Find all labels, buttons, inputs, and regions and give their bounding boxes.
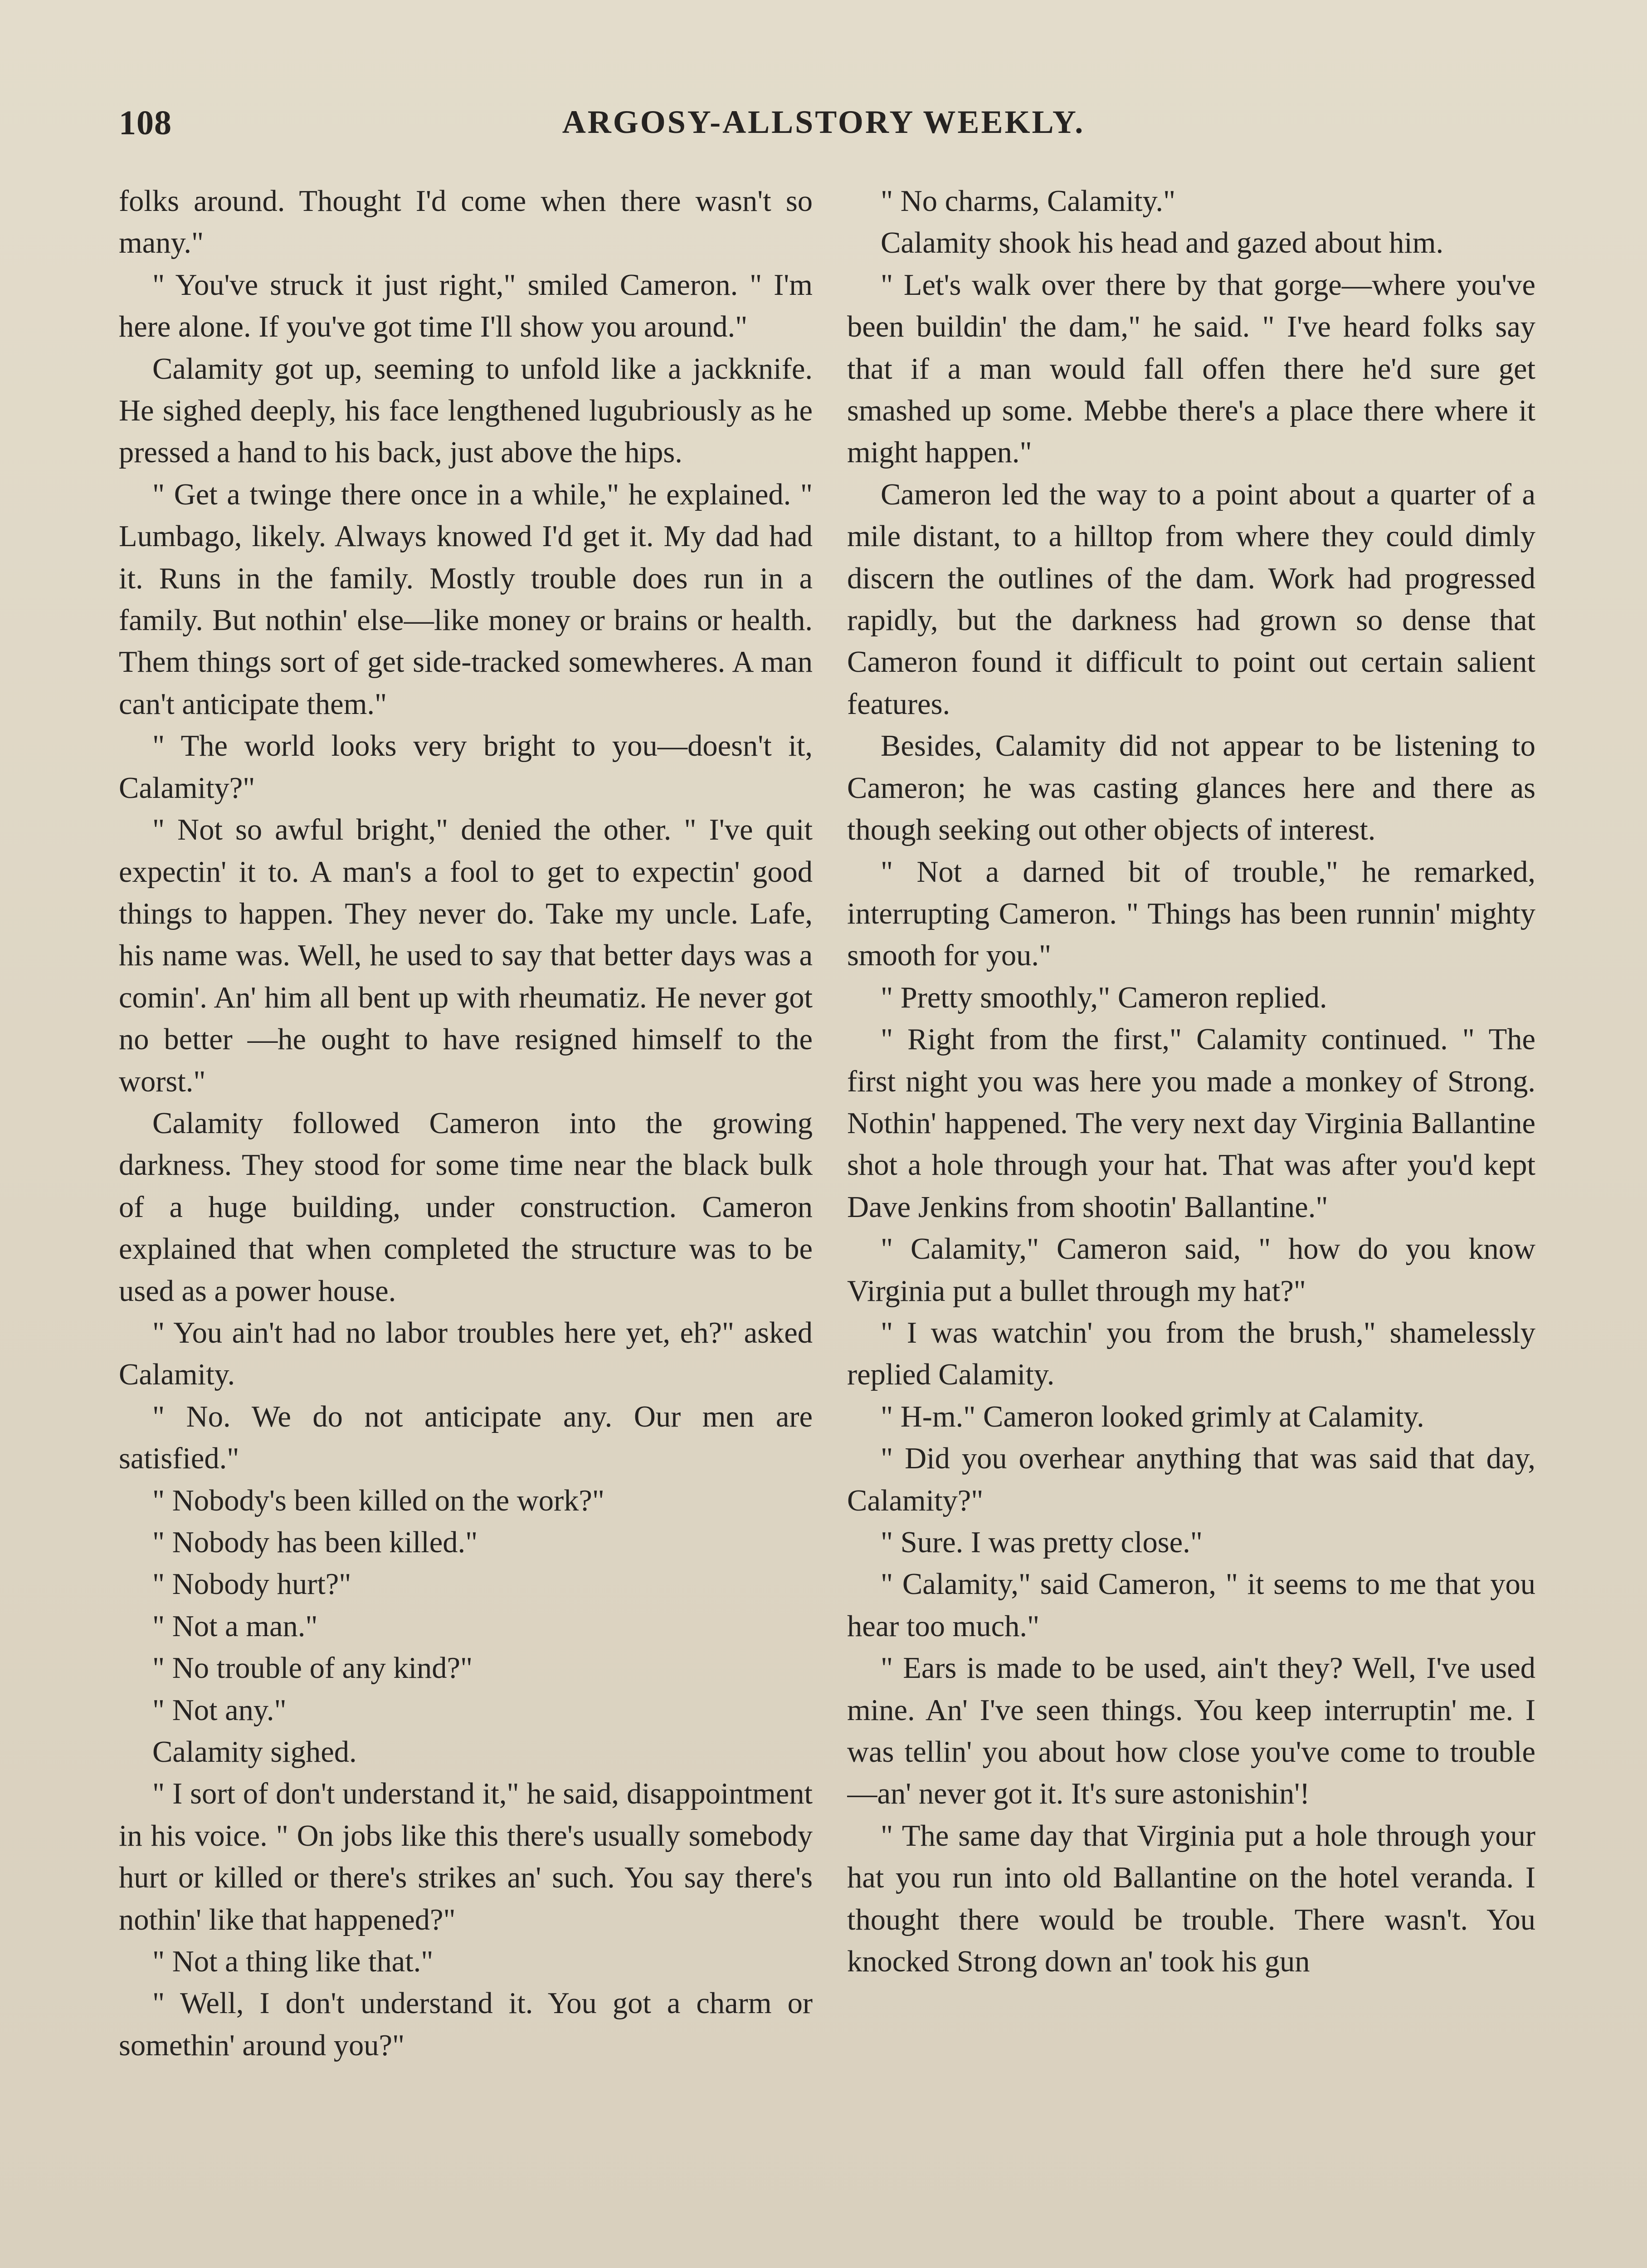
paragraph: " Did you overhear anything that was said that day, Calamity?" [847, 1442, 1535, 1517]
left-column [119, 181, 813, 2268]
paragraph: " Nobody hurt?" [152, 1568, 351, 1601]
paragraph: " Let's walk over there by that gorge—where you've been buildin' the dam," he said. " I've heard folks say that if a man would fall offen there he'd sure get smashed up some. Mebbe there's a place there where it might happen." [847, 268, 1535, 469]
paragraph: " Ears is made to be used, ain't they? Well, I've used mine. An' I've seen things. You keep interruptin' me. I was tellin' you about how close you've come to trouble—an' never got it. It's sure astonishin'! [847, 1652, 1535, 1811]
paragraph: " I sort of don't understand it," he said, disappointment in his voice. " On jobs like this there's usually somebody hurt or killed or there's strikes an' such. You say there's nothin' like that happened?" [119, 1777, 813, 1936]
paragraph: " Nobody has been killed." [152, 1526, 478, 1559]
paragraph: " Not any." [152, 1693, 287, 1727]
paragraph: " Get a twinge there once in a while," he explained. " Lumbago, likely. Always knowed I'd get it. My dad had it. Runs in the family. Mostly trouble does run in a family. But nothin' else—like money or brains or health. Them things sort of get side-tracked somewheres. A man can't anticipate them." [119, 478, 813, 721]
paragraph: " You've struck it just right," smiled Cameron. " I'm here alone. If you've got time I'll show you around." [119, 268, 813, 344]
paragraph: Calamity got up, seeming to unfold like a jackknife. He sighed deeply, his face lengthened lugubriously as he pressed a hand to his back, just above the hips. [119, 352, 813, 469]
paragraph: Cameron led the way to a point about a quarter of a mile distant, to a hilltop from where they could dimly discern the outlines of the dam. Work had progressed rapidly, but the darkness had grown so dense that Cameron found it difficult to point out certain salient features. [847, 478, 1535, 721]
paragraph: " Not a thing like that." [152, 1945, 434, 1979]
paragraph: " The world looks very bright to you—doesn't it, Calamity?" [119, 729, 813, 805]
paragraph: " Not a darned bit of trouble," he remarked, interrupting Cameron. " Things has been runnin' mighty smooth for you." [847, 855, 1535, 973]
paragraph: " No. We do not anticipate any. Our men are satisfied." [119, 1400, 813, 1476]
right-column [847, 181, 1535, 2268]
paragraph: " You ain't had no labor troubles here yet, eh?" asked Calamity. [119, 1316, 813, 1392]
paragraph: " H-m." Cameron looked grimly at Calamity. [881, 1400, 1424, 1433]
page-header [119, 103, 1528, 153]
paragraph: " Sure. I was pretty close." [881, 1526, 1203, 1559]
paragraph: folks around. Thought I'd come when there wasn't so many." [119, 185, 813, 260]
paragraph: " Not so awful bright," denied the other. " I've quit expectin' it to. A man's a fool to get to expectin' good things to happen. They never do. Take my uncle. Lafe, his name was. Well, he used to say that better days was a comin'. An' him all bent up with rheumatiz. He never got no better —he ought to have resigned himself to the worst." [119, 813, 813, 1098]
page-number: 108 [119, 104, 172, 142]
paragraph: " No trouble of any kind?" [152, 1652, 473, 1685]
paragraph: " Calamity," said Cameron, " it seems to me that you hear too much." [847, 1568, 1535, 1643]
paragraph: " No charms, Calamity." [881, 185, 1176, 218]
paragraph: " Calamity," Cameron said, " how do you know Virginia put a bullet through my hat?" [847, 1232, 1535, 1308]
paragraph: Besides, Calamity did not appear to be listening to Cameron; he was casting glances here and there as though seeking out other objects of interest. [847, 729, 1535, 847]
paragraph: " The same day that Virginia put a hole through your hat you run into old Ballantine on the hotel veranda. I thought there would be trouble. There wasn't. You knocked Strong down an' took his gun [847, 1819, 1535, 1979]
paragraph: Calamity sighed. [152, 1735, 357, 1769]
paragraph: " Not a man." [152, 1609, 318, 1643]
paragraph: Calamity followed Cameron into the growing darkness. They stood for some time near the black bulk of a huge building, under construction. Cameron explained that when completed the structure was to be used as a power house. [119, 1106, 813, 1308]
paragraph: " Right from the first," Calamity continued. " The first night you was here you made a monkey of Strong. Nothin' happened. The very next day Virginia Ballantine shot a hole through your hat. That was after you'd kept Dave Jenkins from shootin' Ballantine." [847, 1023, 1535, 1224]
paragraph: " Nobody's been killed on the work?" [152, 1484, 605, 1517]
paragraph: " I was watchin' you from the brush," shamelessly replied Calamity. [847, 1316, 1535, 1392]
paragraph: " Well, I don't understand it. You got a charm or somethin' around you?" [119, 1987, 813, 2062]
paragraph: " Pretty smoothly," Cameron replied. [881, 981, 1327, 1014]
paragraph: Calamity shook his head and gazed about him. [881, 226, 1444, 260]
running-title: ARGOSY-ALLSTORY WEEKLY. [562, 104, 1085, 140]
